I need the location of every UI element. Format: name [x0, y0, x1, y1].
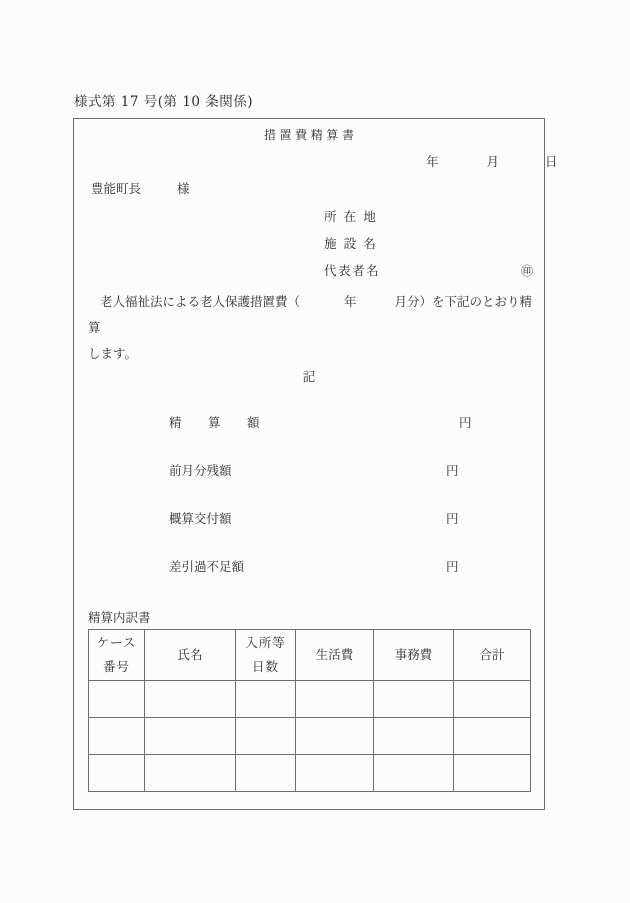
amount-row-previous-balance — [74, 461, 544, 509]
breakdown-table-header — [89, 630, 531, 681]
cell-total[interactable] — [454, 718, 531, 755]
breakdown-table — [88, 629, 531, 792]
facility-name-label: 施 設 名 — [324, 236, 378, 251]
cell-case-number[interactable] — [89, 718, 145, 755]
body-paragraph — [88, 289, 534, 367]
amount-label-settlement: 精 算 額 — [169, 415, 267, 430]
table-row — [89, 718, 531, 755]
addressee — [91, 179, 190, 197]
form-inner — [74, 119, 558, 809]
amount-row-settlement — [74, 413, 544, 461]
cell-name[interactable] — [145, 718, 236, 755]
addressee-recipient: 豊能町長 — [91, 181, 142, 196]
amount-row-estimated-grant — [74, 509, 544, 557]
amount-unit-estimated-grant: 円 — [446, 511, 459, 526]
seal-icon: ㊞ — [520, 264, 533, 278]
cell-case-number[interactable] — [89, 681, 145, 718]
date-month-label: 月 — [486, 154, 499, 169]
column-header-total: 合計 — [454, 630, 531, 681]
table-row — [89, 681, 531, 718]
cell-admin[interactable] — [374, 718, 454, 755]
breakdown-table-caption: 精算内訳書 — [88, 610, 151, 625]
column-header-case-number: ケース 番号 — [89, 630, 145, 681]
amount-unit-settlement: 円 — [459, 415, 472, 430]
cell-case-number[interactable] — [89, 755, 145, 792]
date-line — [426, 152, 557, 170]
column-header-living-expenses: 生活費 — [296, 630, 374, 681]
cell-admin[interactable] — [374, 755, 454, 792]
cell-admin[interactable] — [374, 681, 454, 718]
form-frame — [73, 118, 558, 810]
amount-unit-previous-balance: 円 — [446, 463, 459, 478]
body-line1-month: 月分）を下記のとおり精算 — [88, 294, 533, 335]
cell-days[interactable] — [236, 718, 296, 755]
amount-list — [74, 413, 544, 605]
cell-living[interactable] — [296, 755, 374, 792]
amount-label-estimated-grant: 概算交付額 — [169, 511, 232, 526]
cell-living[interactable] — [296, 681, 374, 718]
column-header-days: 入所等 日数 — [236, 630, 296, 681]
date-year-label: 年 — [426, 154, 439, 169]
cell-total[interactable] — [454, 755, 531, 792]
facility-location-label: 所 在 地 — [324, 209, 378, 224]
date-day-label: 日 — [544, 154, 558, 169]
addressee-honorific: 様 — [177, 181, 190, 196]
amount-row-difference — [74, 557, 544, 605]
form-number: 様式第 17 号(第 10 条関係) — [74, 94, 254, 110]
facility-representative-label: 代表者名 — [324, 263, 381, 278]
facility-representative-row — [324, 261, 539, 288]
table-row — [89, 755, 531, 792]
amount-unit-difference: 円 — [446, 559, 459, 574]
facility-block — [324, 207, 539, 288]
column-header-admin-expenses: 事務費 — [374, 630, 454, 681]
ki-marker: 記 — [302, 369, 316, 384]
body-line2: します。 — [88, 346, 138, 361]
cell-total[interactable] — [454, 681, 531, 718]
cell-living[interactable] — [296, 718, 374, 755]
facility-location-row — [324, 207, 539, 234]
column-header-name: 氏名 — [145, 630, 236, 681]
breakdown-table-body — [89, 681, 531, 792]
document-title: 措置費精算書 — [263, 128, 358, 142]
amount-label-difference: 差引過不足額 — [169, 559, 245, 574]
table-header-row — [89, 630, 531, 681]
cell-days[interactable] — [236, 755, 296, 792]
facility-name-row — [324, 234, 539, 261]
body-line1-year: 年 — [344, 294, 357, 309]
amount-label-previous-balance: 前月分残額 — [169, 463, 232, 478]
cell-name[interactable] — [145, 681, 236, 718]
cell-name[interactable] — [145, 755, 236, 792]
body-line1-part1: 老人福祉法による老人保護措置費（ — [100, 294, 301, 309]
cell-days[interactable] — [236, 681, 296, 718]
